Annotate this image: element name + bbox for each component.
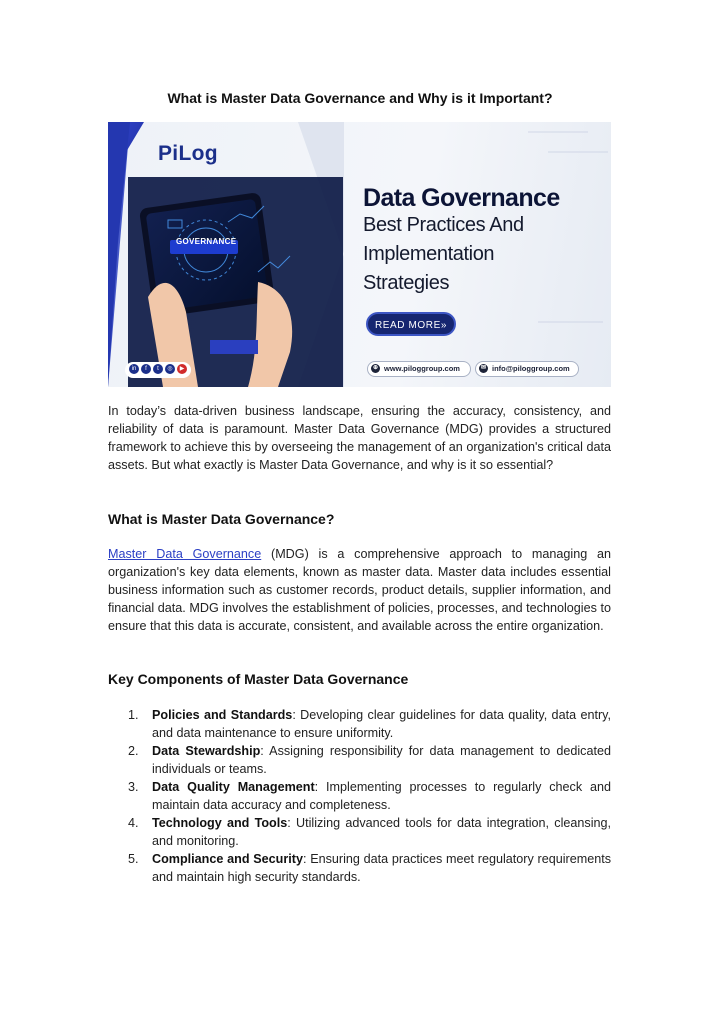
list-item	[108, 706, 611, 742]
pilog-logo: PiLog	[158, 142, 218, 165]
mdg-definition-paragraph	[108, 545, 611, 635]
list-item-term: Policies and Standards	[152, 708, 293, 722]
list-item-desc: : Developing clear guidelines for data quality, data entry, and data maintenance to ensure uniformity.	[152, 708, 611, 740]
list-item	[108, 850, 611, 886]
key-components-list	[108, 706, 611, 886]
list-item-desc: : Implementing processes to regularly check and maintain data accuracy and completeness.	[152, 780, 611, 812]
email-text: info@piloggroup.com	[492, 364, 570, 373]
list-item-desc: : Ensuring data practices meet regulatory requirements and maintain high security standards.	[152, 852, 611, 884]
list-item-number: 4.	[128, 816, 139, 830]
social-icons	[125, 362, 191, 378]
list-item-number: 3.	[128, 780, 139, 794]
list-item-desc: : Assigning responsibility for data management to dedicated individuals or teams.	[152, 744, 611, 776]
instagram-icon[interactable]: ◎	[165, 364, 175, 374]
list-item-term: Data Stewardship	[152, 744, 261, 758]
list-item	[108, 814, 611, 850]
list-item	[108, 742, 611, 778]
list-item-term: Data Quality Management	[152, 780, 315, 794]
tablet-screen-label: GOVERNANCE	[176, 237, 237, 246]
mdg-definition-text: (MDG) is a comprehensive approach to managing an organization's key data elements, known as master data. Master data includes essential business information such as customer records, product details, supplier information, and financial data. MDG involves the establishment of policies, processes, and technologies to ensure that this data is accurate, consistent, and available across the entire organization.	[108, 547, 611, 633]
list-item-term: Compliance and Security	[152, 852, 303, 866]
email-pill[interactable]	[475, 361, 579, 377]
website-text: www.piloggroup.com	[384, 364, 460, 373]
globe-icon: ⊕	[372, 365, 379, 371]
banner-subheadline-3: Strategies	[363, 272, 450, 294]
list-item	[108, 778, 611, 814]
page-title: What is Master Data Governance and Why is it Important?	[167, 90, 553, 106]
facebook-icon[interactable]: f	[141, 364, 151, 374]
banner-headline: Data Governance	[363, 184, 560, 212]
twitter-icon[interactable]: t	[153, 364, 163, 374]
section-heading-key-components: Key Components of Master Data Governance	[108, 671, 409, 687]
website-pill[interactable]	[367, 361, 471, 377]
mail-icon: ✉	[480, 365, 487, 371]
read-more-button[interactable]: READ MORE»	[366, 312, 456, 336]
list-item-term: Technology and Tools	[152, 816, 288, 830]
list-item-number: 5.	[128, 852, 139, 866]
list-item-desc: : Utilizing advanced tools for data integration, cleansing, and monitoring.	[152, 816, 611, 848]
list-item-number: 2.	[128, 744, 139, 758]
intro-paragraph: In today’s data-driven business landscape, ensuring the accuracy, consistency, and reliability of data is paramount. Master Data Governance (MDG) provides a structured framework to achieve this by overseeing the management of an organization's critical data assets. But what exactly is Master Data Governance, and why is it so essential?	[108, 404, 611, 472]
master-data-governance-link[interactable]: Master Data Governance	[108, 547, 262, 561]
list-item-number: 1.	[128, 708, 139, 722]
section-heading-what-is-mdg: What is Master Data Governance?	[108, 511, 335, 527]
youtube-icon[interactable]: ▶	[177, 364, 187, 374]
promo-banner[interactable]	[108, 122, 611, 387]
banner-subheadline-2: Implementation	[363, 243, 495, 265]
linkedin-icon[interactable]: in	[129, 364, 139, 374]
banner-subheadline-1: Best Practices And	[363, 214, 524, 236]
